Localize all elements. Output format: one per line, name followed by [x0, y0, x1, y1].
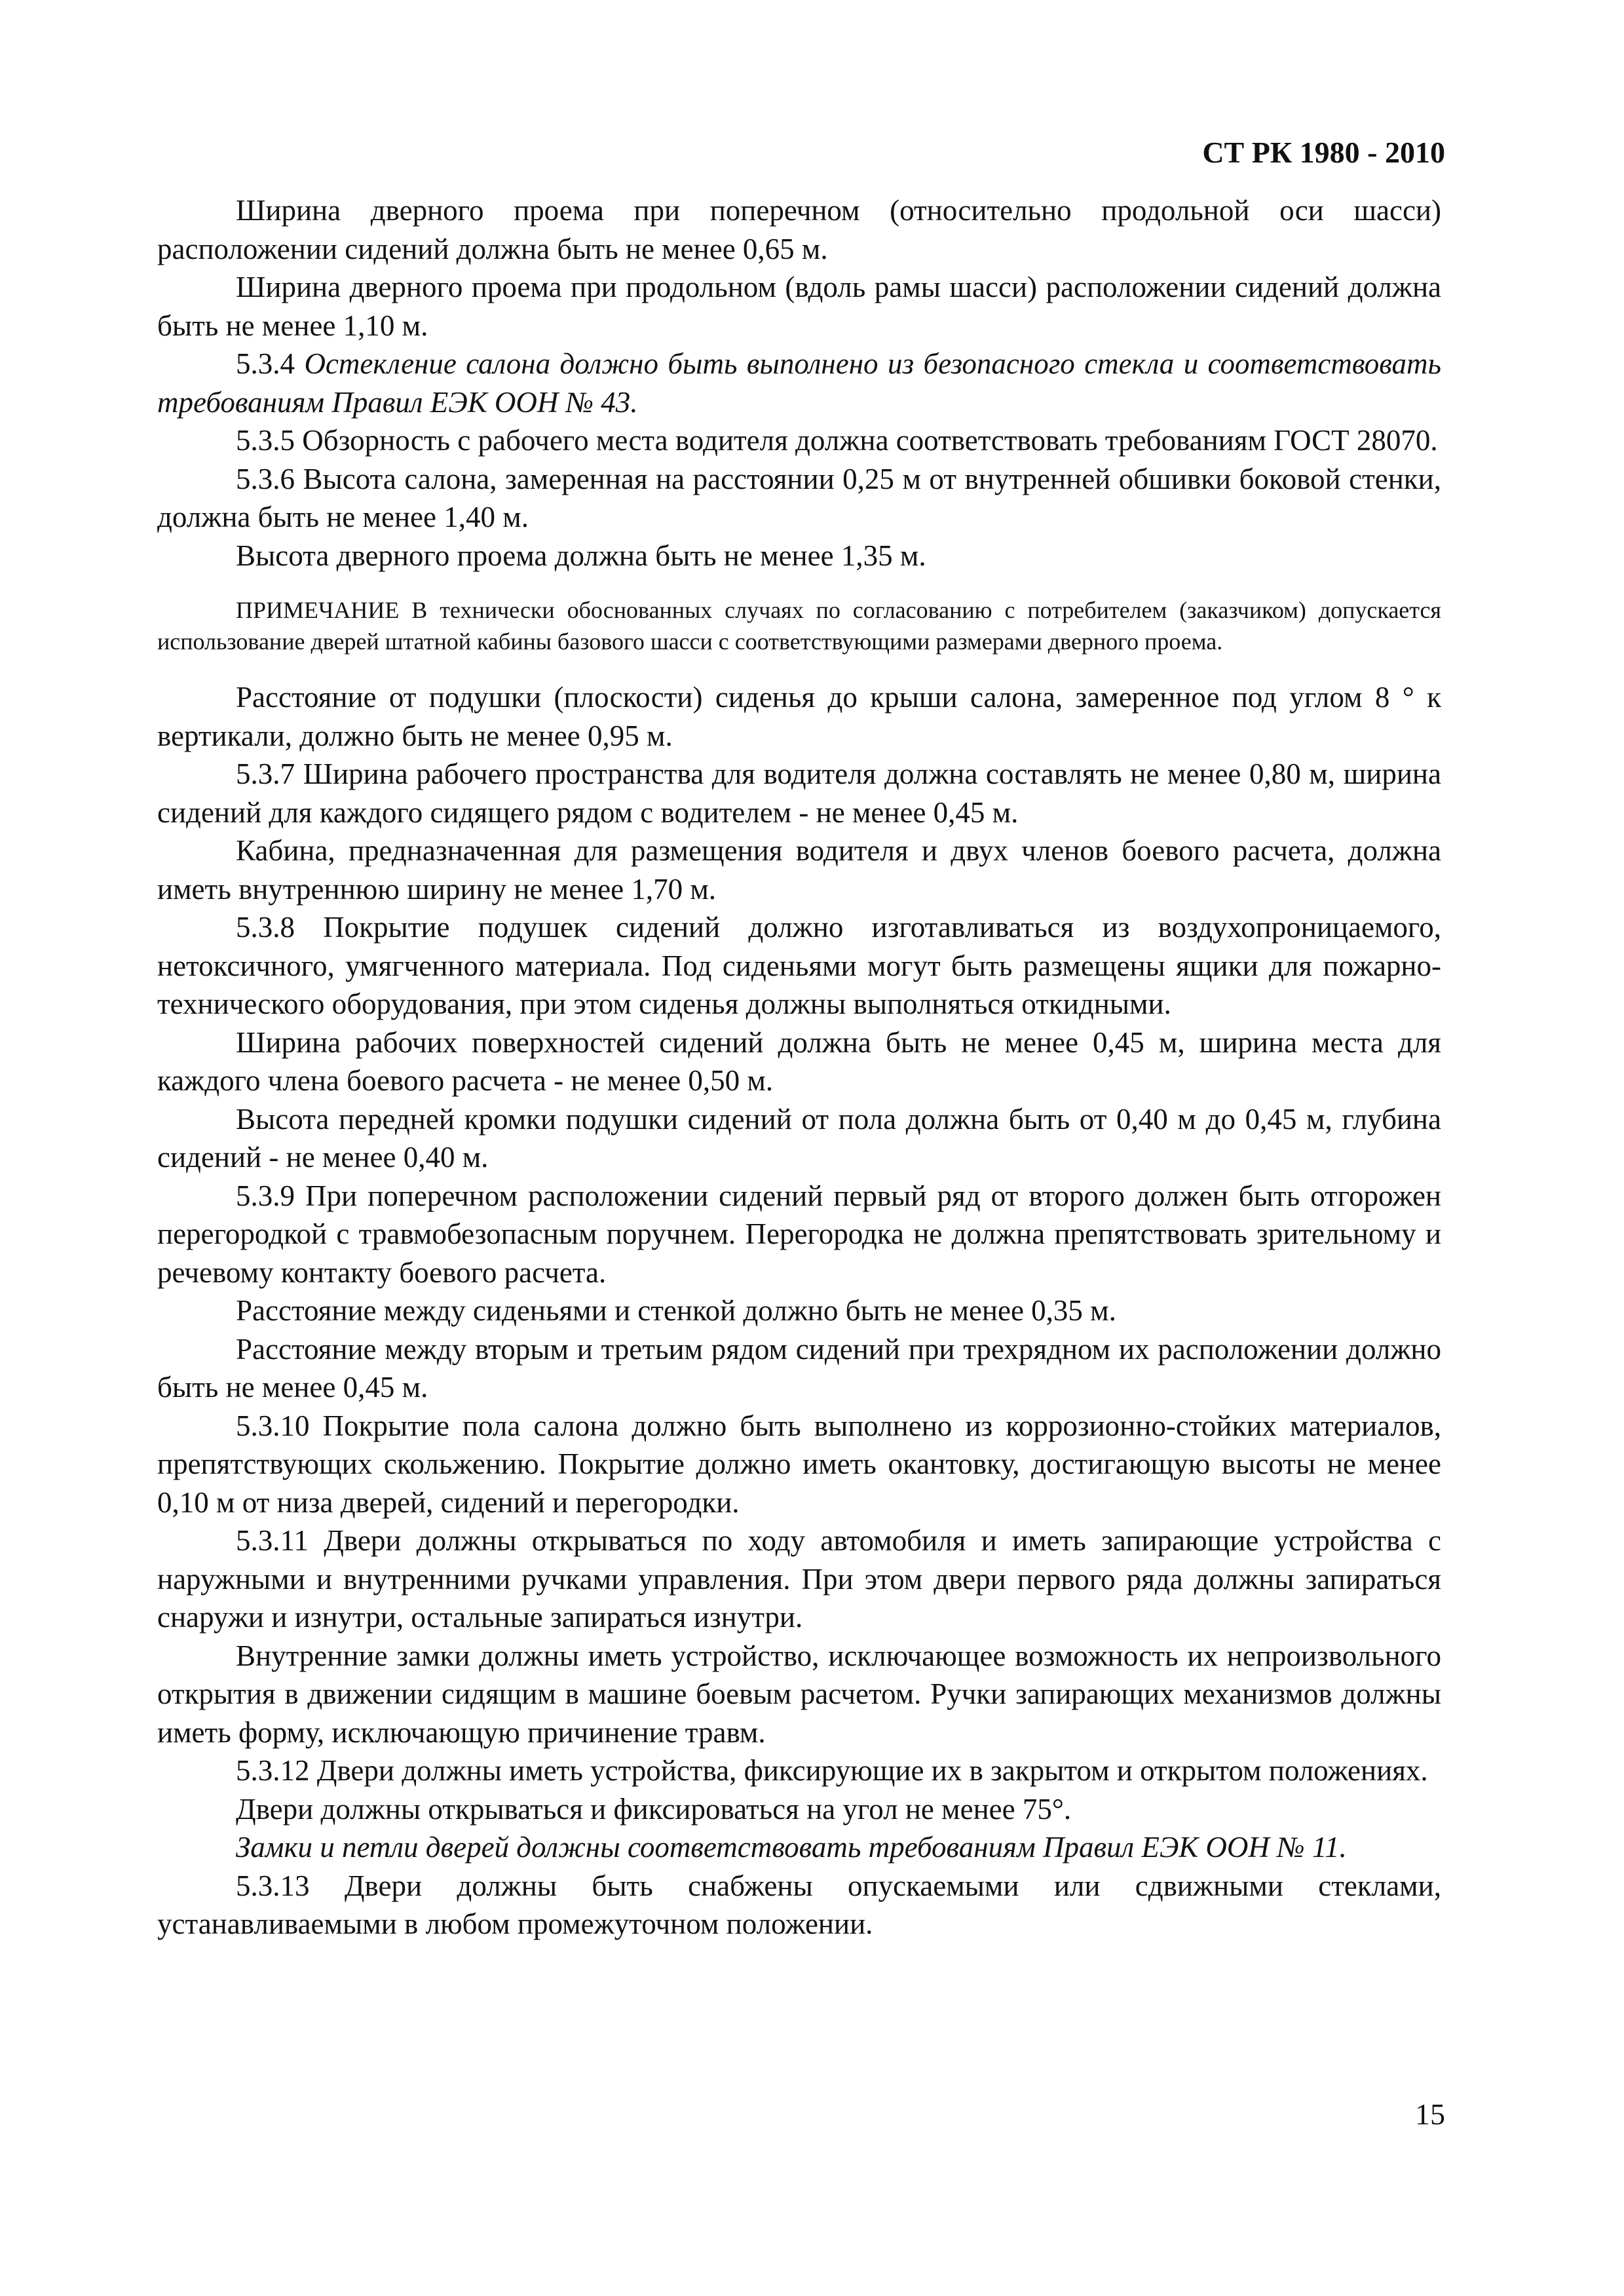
paragraph-5-3-6: 5.3.6 Высота салона, замеренная на расстоянии 0,25 м от внутренней обшивки боковой стенки, должна быть не менее 1,40 м.	[157, 462, 1441, 533]
note: ПРИМЕЧАНИЕ В технически обоснованных случаях по согласованию с потребителем (заказчиком) допускается использование дверей штатной кабины базового шасси с соответствующими размерами дверного проема.	[157, 597, 1441, 655]
paragraph-seat-width: Ширина рабочих поверхностей сидений должна быть не менее 0,45 м, ширина места для каждого члена боевого расчета - не менее 0,50 м.	[157, 1025, 1441, 1097]
paragraph-locks-hinges: Замки и петли дверей должны соответствовать требованиям Правил ЕЭК ООН № 11.	[236, 1831, 1347, 1864]
paragraph-5-3-7: 5.3.7 Ширина рабочего пространства для водителя должна составлять не менее 0,80 м, ширина сидений для каждого сидящего рядом с водителем - не менее 0,45 м.	[157, 757, 1441, 829]
paragraph-door-angle: Двери должны открываться и фиксироваться на угол не менее 75°.	[236, 1792, 1072, 1826]
paragraph-door-width-transverse: Ширина дверного проема при поперечном (относительно продольной оси шасси) расположении сидений должна быть не менее 0,65 м.	[157, 194, 1441, 265]
paragraph-5-3-12: 5.3.12 Двери должны иметь устройства, фиксирующие их в закрытом и открытом положениях.	[236, 1754, 1428, 1787]
document-content	[157, 191, 1441, 1943]
paragraph-5-3-4	[157, 345, 1441, 421]
paragraph-5-3-10: 5.3.10 Покрытие пола салона должно быть выполнено из коррозионно-стойких материалов, препятствующих скольжению. Покрытие должно иметь окантовку, достигающую высоты не менее 0,10 м от низа дверей, сидений и перегородки.	[157, 1409, 1441, 1519]
paragraph-row-distance: Расстояние между вторым и третьим рядом сидений при трехрядном их расположении должно быть не менее 0,45 м.	[157, 1332, 1441, 1404]
paragraph-cabin-width: Кабина, предназначенная для размещения водителя и двух членов боевого расчета, должна иметь внутреннюю ширину не менее 1,70 м.	[157, 834, 1441, 906]
paragraph-door-width-longitudinal: Ширина дверного проема при продольном (вдоль рамы шасси) расположении сидений должна быть не менее 1,10 м.	[157, 271, 1441, 342]
paragraph-5-3-5: 5.3.5 Обзорность с рабочего места водителя должна соответствовать требованиям ГОСТ 28070.	[236, 424, 1438, 457]
page-number: 15	[1415, 2097, 1445, 2131]
paragraph-door-height: Высота дверного проема должна быть не менее 1,35 м.	[236, 539, 926, 572]
paragraph-5-3-4-number: 5.3.4	[236, 347, 295, 380]
document-header: СТ РК 1980 - 2010	[1202, 136, 1445, 169]
paragraph-5-3-13: 5.3.13 Двери должны быть снабжены опускаемыми или сдвижными стеклами, устанавливаемыми в любом промежуточном положении.	[157, 1869, 1441, 1940]
paragraph-seat-height: Высота передней кромки подушки сидений от пола должна быть от 0,40 м до 0,45 м, глубина сидений - не менее 0,40 м.	[157, 1102, 1441, 1174]
paragraph-5-3-11: 5.3.11 Двери должны открываться по ходу автомобиля и иметь запирающие устройства с наружными и внутренними ручками управления. При этом двери первого ряда должны запираться снаружи и изнутри, остальные запираться изнутри.	[157, 1524, 1441, 1634]
paragraph-5-3-8: 5.3.8 Покрытие подушек сидений должно изготавливаться из воздухопроницаемого, нетоксичного, умягченного материала. Под сиденьями могут быть размещены ящики для пожарно-технического оборудования, при этом сиденья должны выполняться откидными.	[157, 911, 1441, 1020]
paragraph-seat-wall-distance: Расстояние между сиденьями и стенкой должно быть не менее 0,35 м.	[236, 1294, 1116, 1327]
paragraph-5-3-4-text: Остекление салона должно быть выполнено из безопасного стекла и соответствовать требованиям Правил ЕЭК ООН № 43.	[157, 347, 1442, 419]
paragraph-internal-locks: Внутренние замки должны иметь устройство, исключающее возможность их непроизвольного открытия в движении сидящим в машине боевым расчетом. Ручки запирающих механизмов должны иметь форму, исключающую причинение травм.	[157, 1639, 1441, 1749]
paragraph-seat-roof-distance: Расстояние от подушки (плоскости) сиденья до крыши салона, замеренное под углом 8 ° к вертикали, должно быть не менее 0,95 м.	[157, 681, 1441, 752]
paragraph-5-3-9: 5.3.9 При поперечном расположении сидений первый ряд от второго должен быть отгорожен перегородкой с травмобезопасным поручнем. Перегородка не должна препятствовать зрительному и речевому контакту боевого расчета.	[157, 1179, 1441, 1289]
